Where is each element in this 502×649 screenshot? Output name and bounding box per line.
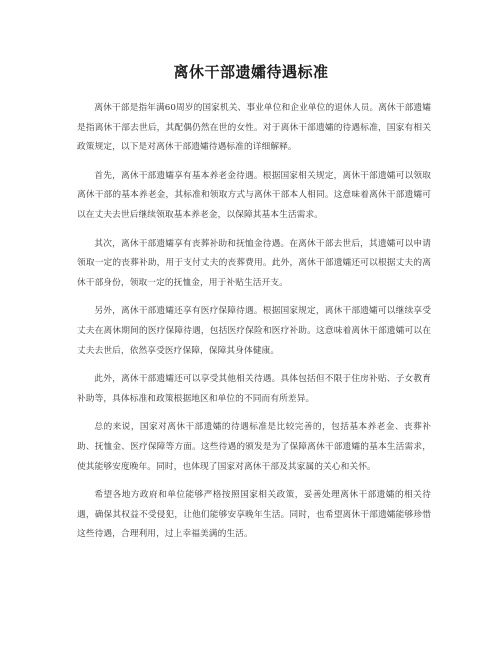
paragraph-summary: 总的来说，国家对离休干部遗孀的待遇标准是比较完善的，包括基本养老金、丧葬补助、抚恤金、医疗保障等方面。这些待遇的颁发是为了保障离休干部遗孀的基本生活需求，使其能够安度晚年。同时，也体现了国家对离休干部及其家属的关心和关怀。 — [77, 422, 431, 472]
paragraph-closing: 希望各地方政府和单位能够严格按照国家相关政策，妥善处理离休干部遗孀的相关待遇，确保其权益不受侵犯，让他们能够安享晚年生活。同时，也希望离休干部遗孀能够珍惜这些待遇，合理利用，过上幸福美满的生活。 — [77, 490, 431, 540]
document-body — [77, 99, 431, 554]
paragraph-medical: 另外，离休干部遗孀还享有医疗保障待遇。根据国家规定，离休干部遗孀可以继续享受丈夫在离休期间的医疗保障待遇，包括医疗保险和医疗补助。这意味着离休干部遗孀可以在丈夫去世后，依然享受医疗保障，保障其身体健康。 — [77, 306, 431, 356]
paragraph-funeral-subsidy: 其次，离休干部遗孀享有丧葬补助和抚恤金待遇。在离休干部去世后，其遗孀可以申请领取一定的丧葬补助，用于支付丈夫的丧葬费用。此外，离休干部遗孀还可以根据丈夫的离休干部身份，领取一定的抚恤金，用于补贴生活开支。 — [77, 238, 431, 288]
paragraph-intro: 离休干部是指年满60周岁的国家机关、事业单位和企业单位的退休人员。离休干部遗孀是指离休干部去世后，其配偶仍然在世的女性。对于离休干部遗孀的待遇标准，国家有相关政策规定，以下是对离休干部遗孀待遇标准的详细解释。 — [77, 103, 431, 153]
document-title: 离休干部遗孀待遇标准 — [173, 63, 329, 81]
paragraph-pension: 首先，离休干部遗孀享有基本养老金待遇。根据国家相关规定，离休干部遗孀可以领取离休干部的基本养老金，其标准和领取方式与离休干部本人相同。这意味着离休干部遗孀可以在丈夫去世后继续领取基本养老金，以保障其基本生活需求。 — [77, 170, 431, 220]
paragraph-other-benefits: 此外，离休干部遗孀还可以享受其他相关待遇。具体包括但不限于住房补贴、子女教育补助等，具体标准和政策根据地区和单位的不同而有所差异。 — [77, 374, 431, 404]
